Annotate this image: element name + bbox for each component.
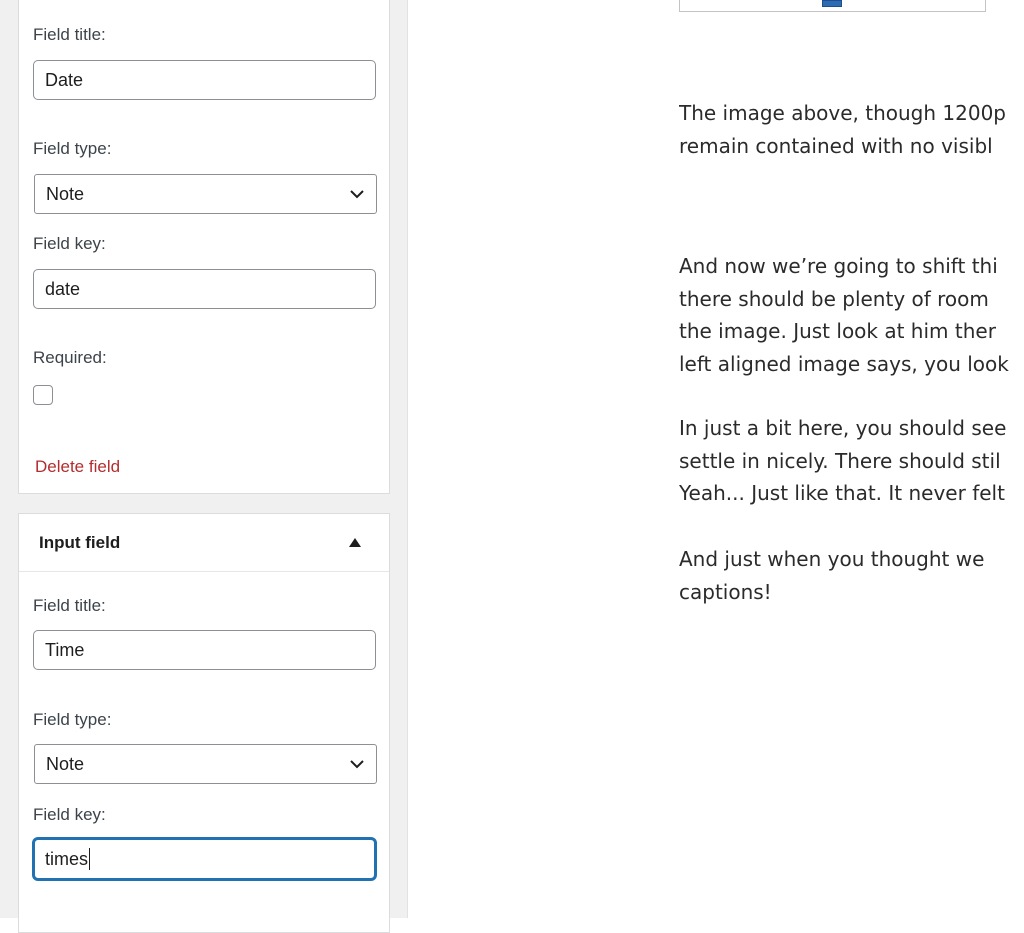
field-key-value: date (45, 278, 81, 299)
paragraph (679, 543, 1024, 608)
field-type-label: Field type: (33, 139, 112, 158)
chevron-down-icon (349, 759, 365, 769)
paragraph-line: settle in nicely. There should stil (679, 448, 1001, 473)
image-icon (822, 0, 842, 7)
text-caret (89, 848, 90, 870)
paragraph-line: And just when you thought we (679, 547, 985, 571)
required-label: Required: (33, 348, 107, 367)
field-type-select[interactable] (34, 744, 377, 784)
field-title-input[interactable] (33, 630, 376, 670)
paragraph-line: And now we’re going to shift thi (679, 254, 998, 278)
field-panel-date (18, 0, 390, 494)
paragraph-line: Yeah... Just like that. It never felt (679, 481, 1005, 506)
field-key-input[interactable] (33, 838, 376, 880)
delete-field-link[interactable]: Delete field (35, 457, 121, 476)
field-title-value: Time (45, 639, 85, 660)
paragraph-line: the image. Just look at him ther (679, 319, 996, 344)
field-title-value: Date (45, 69, 84, 90)
field-key-input[interactable] (33, 269, 376, 309)
paragraph-line: remain contained with no visibl (679, 133, 993, 158)
field-key-value: times (45, 848, 89, 869)
field-type-value: Note (46, 183, 85, 204)
field-type-select[interactable] (34, 174, 377, 214)
paragraph (679, 97, 1024, 162)
field-type-label: Field type: (33, 710, 112, 729)
field-title-label: Field title: (33, 596, 106, 615)
required-checkbox[interactable] (33, 385, 53, 405)
triangle-up-icon[interactable] (349, 538, 361, 547)
field-key-label: Field key: (33, 805, 106, 824)
paragraph-line: there should be plenty of room (679, 286, 989, 311)
paragraph-line: left aligned image says, you look (679, 351, 1009, 376)
paragraph-line: captions! (679, 579, 772, 604)
settings-sidebar (0, 0, 408, 918)
panel-header[interactable] (19, 514, 389, 572)
paragraph-line: The image above, though 1200p (679, 101, 1007, 125)
field-type-value: Note (46, 753, 85, 774)
panel-title: Input field (39, 533, 121, 552)
paragraph-line: In just a bit here, you should see (679, 416, 1007, 440)
field-title-label: Field title: (33, 25, 106, 44)
paragraph (679, 412, 1024, 510)
field-key-label: Field key: (33, 234, 106, 253)
paragraph (679, 250, 1024, 380)
field-title-input[interactable] (33, 60, 376, 100)
chevron-down-icon (349, 189, 365, 199)
field-panel-time (18, 513, 390, 933)
